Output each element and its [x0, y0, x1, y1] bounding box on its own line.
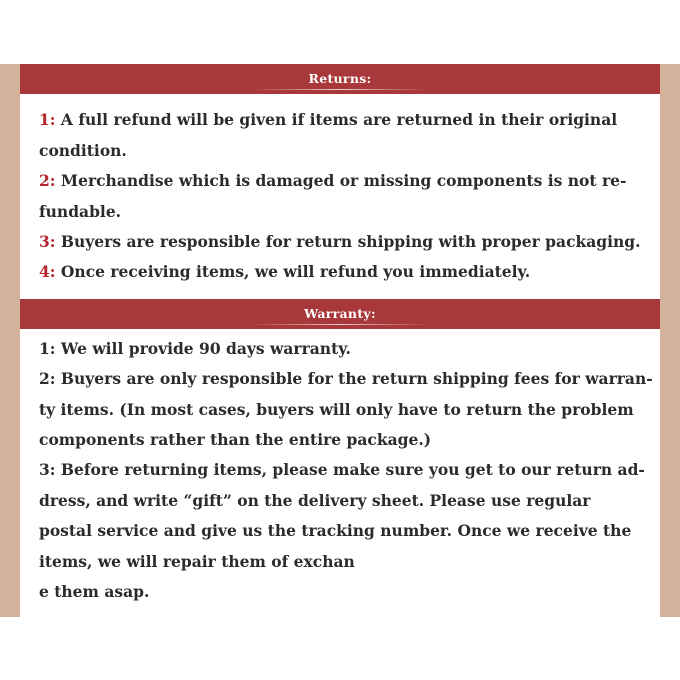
- warranty-item-2-number: 2:: [39, 369, 56, 388]
- warranty-item-2-text-line-3: components rather than the entire package.): [39, 430, 432, 449]
- policy-panel: [20, 64, 660, 617]
- warranty-item-3-text-line-2: dress, and write “gift” on the delivery sheet. Please use regular: [39, 490, 591, 510]
- returns-item-1-text-line-1: A full refund will be given if items are returned in their original: [60, 110, 618, 129]
- returns-item-3: [39, 227, 639, 258]
- warranty-title: Warranty:: [304, 305, 376, 321]
- returns-item-4-number: 4:: [39, 262, 56, 281]
- warranty-item-2-text-line-1: Buyers are only responsible for the return shipping fees for warran-: [60, 369, 653, 388]
- returns-item-1-text-line-2: condition.: [39, 140, 127, 160]
- warranty-item-1-text-line-1: We will provide 90 days warranty.: [60, 339, 351, 358]
- returns-item-4-text-line-1: Once receiving items, we will refund you immediately.: [60, 262, 531, 281]
- returns-item-1: [39, 105, 639, 166]
- returns-item-2-text-line-2: fundable.: [39, 201, 122, 221]
- returns-title: Returns:: [308, 70, 372, 86]
- warranty-item-3-text-line-1: Before returning items, please make sure you get to our return ad-: [60, 460, 645, 479]
- returns-item-1-number: 1:: [39, 110, 56, 129]
- returns-header: [20, 64, 660, 94]
- warranty-item-3-text-line-3: postal service and give us the tracking number. Once we receive the: [39, 521, 632, 540]
- returns-item-3-text-line-1: Buyers are responsible for return shipping with proper packaging.: [60, 232, 641, 251]
- returns-item-4: [39, 257, 639, 288]
- returns-item-2-text-line-1: Merchandise which is damaged or missing components is not re-: [60, 171, 627, 190]
- warranty-item-2-text-line-2: ty items. (In most cases, buyers will only have to return the problem: [39, 399, 634, 419]
- warranty-item-3: [39, 455, 645, 608]
- warranty-header-ornament: [250, 324, 430, 325]
- warranty-item-2: [39, 364, 653, 456]
- returns-item-2-number: 2:: [39, 171, 56, 190]
- returns-item-3-number: 3:: [39, 232, 56, 251]
- warranty-header: [20, 299, 660, 329]
- policy-frame: [0, 64, 680, 617]
- warranty-item-1-number: 1:: [39, 339, 56, 358]
- warranty-item-1: [39, 334, 639, 365]
- returns-header-ornament: [250, 89, 430, 90]
- returns-item-2: [39, 166, 639, 227]
- warranty-item-3-text-line-4: items, we will repair them of exchan: [39, 551, 355, 571]
- warranty-item-3-number: 3:: [39, 460, 56, 479]
- warranty-item-3-text-line-5: e them asap.: [39, 582, 150, 601]
